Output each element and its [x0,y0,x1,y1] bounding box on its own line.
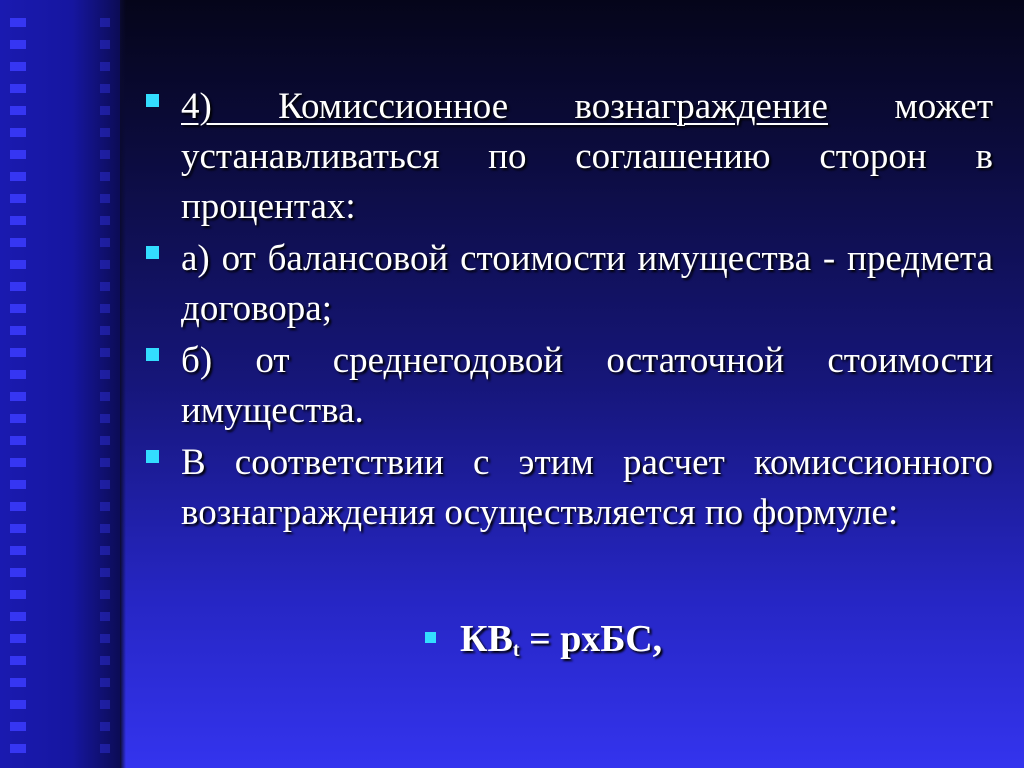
formula-subscript: t [512,639,520,661]
item-2-text: а) от балансовой стоимости имущества - предмета договора; [181,238,993,329]
film-strip-decoration [0,0,120,768]
square-bullet-icon [425,632,436,643]
film-holes-decoration-right [100,18,110,758]
item-3-text: б) от среднегодовой остаточной стоимости имущества. [181,340,993,431]
item-1-underlined-text: 4) Комиссионное вознаграждение [181,86,828,127]
square-bullet-icon [146,450,159,463]
formula [424,614,662,675]
formula-main: КВ [460,618,513,660]
strip-edge-shadow [120,0,126,768]
item-4-text: В соответствии с этим расчет комиссионного вознаграждения осуществляется по формуле: [181,442,993,533]
formula-tail: = рхБС, [519,618,663,660]
bullet-item-1 [143,82,993,232]
film-holes-decoration [10,18,26,758]
bullet-item-3 [143,336,993,436]
square-bullet-icon [146,94,159,107]
square-bullet-icon [146,348,159,361]
bullet-list [143,82,993,540]
bullet-item-2 [143,234,993,334]
square-bullet-icon [146,246,159,259]
item-1-text: может устанавливаться по соглашению сторон в процентах: [181,86,993,227]
bullet-item-4 [143,438,993,538]
